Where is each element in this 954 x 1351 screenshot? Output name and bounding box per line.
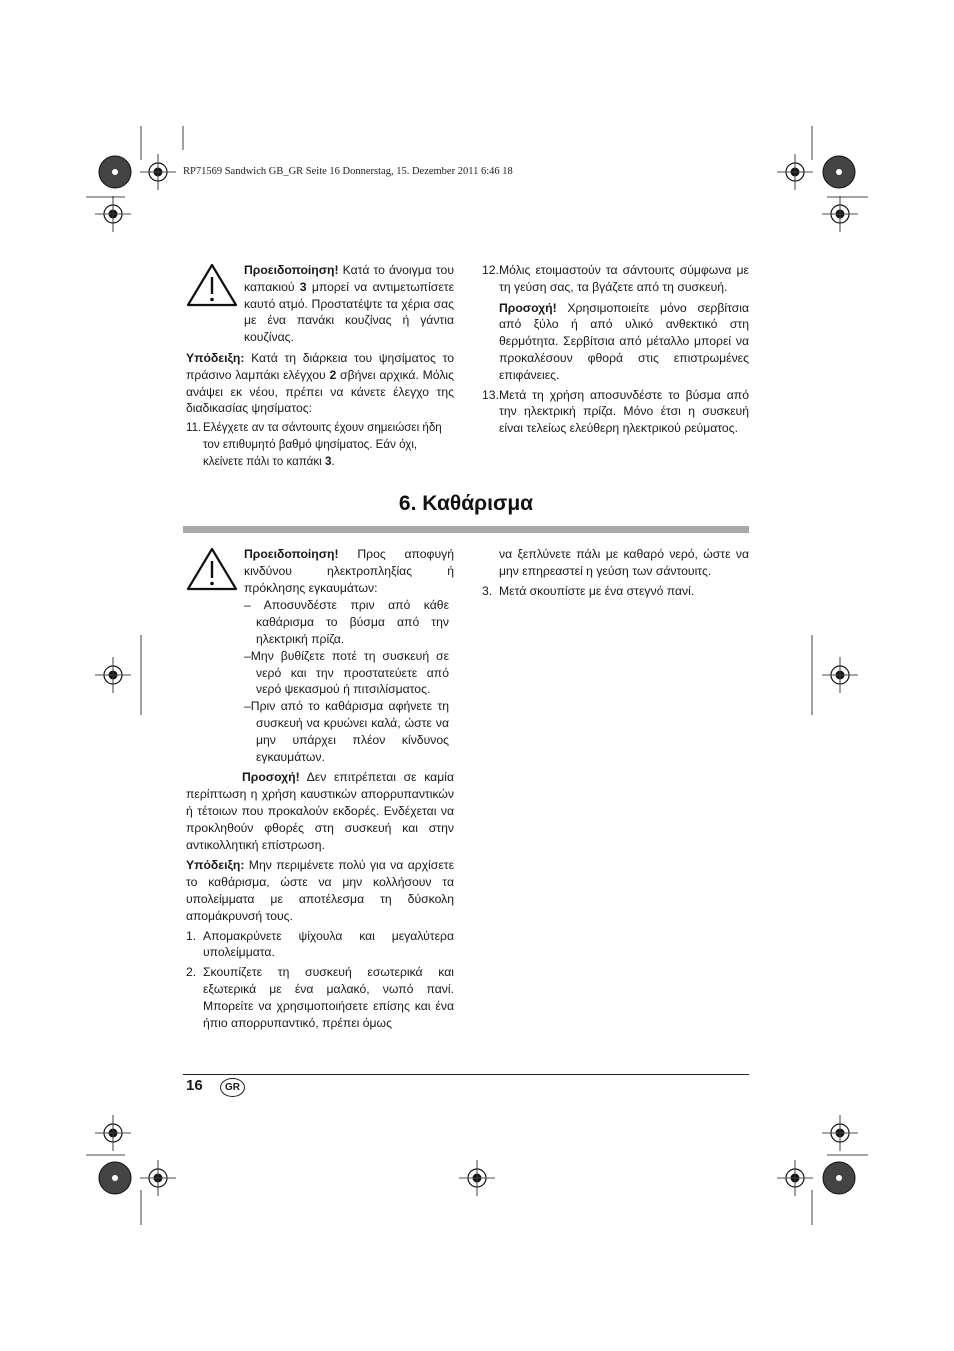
bottom-left-column (186, 546, 454, 1031)
top-right-column (482, 262, 749, 437)
item-number: 13. (482, 387, 499, 402)
list-item-1 (186, 928, 454, 962)
hint-text-2: σβήνει αρχικά. Μόλις ανάψει εκ νέου, πρέπει να κάνετε έλεγχο της διαδικασίας ψησίματος: (186, 367, 454, 416)
warning-text: Κατά το άνοιγμα του καπακιού (244, 263, 454, 294)
item-ref: 3 (324, 454, 332, 468)
caution-label: Προσοχή! (242, 770, 300, 785)
dash-item: –Πριν από το καθάρισμα αφήνετε τη συσκευή να κρυώνει καλά, ώστε να μην υπάρχει πλέον κίνδυνος εγκαυμάτων. (244, 699, 449, 764)
item-number: 11. (186, 421, 202, 435)
item-text: Ελέγχετε αν τα σάντουιτς έχουν σημειώσει ήδη τον επιθυμητό βαθμό ψησίματος. Εάν όχι, κλείνετε πάλι το καπάκι (203, 421, 442, 468)
warning-block (186, 546, 454, 765)
item-text: Μετά σκουπίστε με ένα στεγνό πανί. (499, 583, 695, 598)
item-number: 2. (186, 965, 197, 980)
warning-triangle-icon (186, 262, 238, 308)
list-item-13 (482, 387, 749, 437)
item-number: 12. (482, 263, 499, 277)
bottom-right-column (482, 546, 749, 599)
caution-text: Δεν επιτρέπεται σε καμία περίπτωση η χρήση καυστικών απορρυπαντικών ή τέτοιων που προκαλούν εκδορές. Ενδέχεται να προκληθούν φθορές στη συσκευή και στην αντικολλητική επίστρωση. (186, 770, 454, 852)
page-number: 16 (186, 1077, 203, 1094)
warning-ref: 3 (299, 279, 307, 294)
hint-label: Υπόδειξη: (186, 350, 245, 365)
hint-text: Κατά τη διάρκεια του ψησίματος το πράσινο λαμπάκι ελέγχου (186, 350, 454, 382)
caution-label: Προσοχή! (499, 300, 557, 315)
item-number: 1. (186, 928, 197, 943)
list-item-3 (482, 583, 749, 600)
hint-ref: 2 (329, 367, 337, 382)
continued-text: να ξεπλύνετε πάλι με καθαρό νερό, ώστε να μην επηρεαστεί η γεύση των σάντουιτς. (499, 547, 749, 578)
section-title: 6. Καθάρισμα (398, 492, 534, 515)
item-end: . (331, 454, 335, 468)
hint-paragraph (186, 857, 454, 924)
list-item-2 (186, 964, 454, 1031)
item-text: Απομακρύνετε ψίχουλα και μεγαλύτερα υπολείμματα. (203, 928, 454, 960)
caution-paragraph (186, 769, 454, 853)
section-divider (183, 526, 749, 533)
item-number: 3. (482, 583, 493, 598)
caution-paragraph (482, 300, 749, 384)
item-text: Σκουπίζετε τη συσκευή εσωτερικά και εξωτερικά με ένα μαλακό, νωπό πανί. Μπορείτε να χρησιμοποιήσετε επίσης και ένα ήπιο απορρυπαντικό, πρέπει όμως (203, 965, 454, 1030)
warning-block (186, 262, 454, 346)
caution-text: Χρησιμοποιείτε μόνο σερβίτσια από ξύλο ή από υλικό ανθεκτικό στη θερμότητα. Σερβίτσια από μέταλλο μπορεί να προκαλέσουν φθορά στις επιστρωμένες επιφάνειες. (499, 300, 749, 382)
hint-paragraph (186, 350, 454, 417)
hint-label: Υπόδειξη: (186, 858, 245, 873)
warning-text: Προς αποφυγή κινδύνου ηλεκτροπληξίας ή πρόκλησης εγκαυμάτων: (244, 547, 454, 595)
list-item-12 (482, 262, 749, 296)
item-text: Μόλις ετοιμαστούν τα σάντουιτς σύμφωνα με τη γεύση σας, τα βγάζετε από τη συσκευή. (499, 263, 749, 294)
warning-label: Προειδοποίηση! (244, 547, 339, 561)
language-badge: GR (220, 1078, 245, 1097)
list-item-11 (186, 420, 454, 470)
item-text: Μετά τη χρήση αποσυνδέστε το βύσμα από την ηλεκτρική πρίζα. Μόνο έτσι η συσκευή είναι τελείως ελεύθερη ηλεκτρικού ρεύματος. (499, 387, 749, 436)
dash-item: – Αποσυνδέστε πριν από κάθε καθάρισμα το βύσμα από την ηλεκτρική πρίζα. (244, 598, 449, 646)
top-left-column (186, 262, 454, 471)
warning-triangle-icon (186, 546, 238, 592)
warning-text-2: μπορεί να αντιμετωπίσετε καυτό ατμό. Προστατέψτε τα χέρια σας με ένα πανάκι κουζίνας ή γάντια κουζίνας. (244, 279, 455, 345)
warning-label: Προειδοποίηση! (244, 263, 339, 277)
dash-list (244, 597, 449, 765)
dash-item: –Μην βυθίζετε ποτέ τη συσκευή σε νερό και την προστατεύετε από νερό ψεκασμού ή πιτσιλίσματος. (244, 648, 449, 697)
print-header: RP71569 Sandwich GB_GR Seite 16 Donnerstag, 15. Dezember 2011 6:46 18 (183, 166, 513, 177)
footer-rule (183, 1074, 749, 1075)
hint-text: Μην περιμένετε πολύ για να αρχίσετε το καθάρισμα, ώστε να μην κολλήσουν τα υπολείμματα με αποτέλεσμα τη δύσκολη απομάκρυνσή τους. (186, 858, 454, 923)
